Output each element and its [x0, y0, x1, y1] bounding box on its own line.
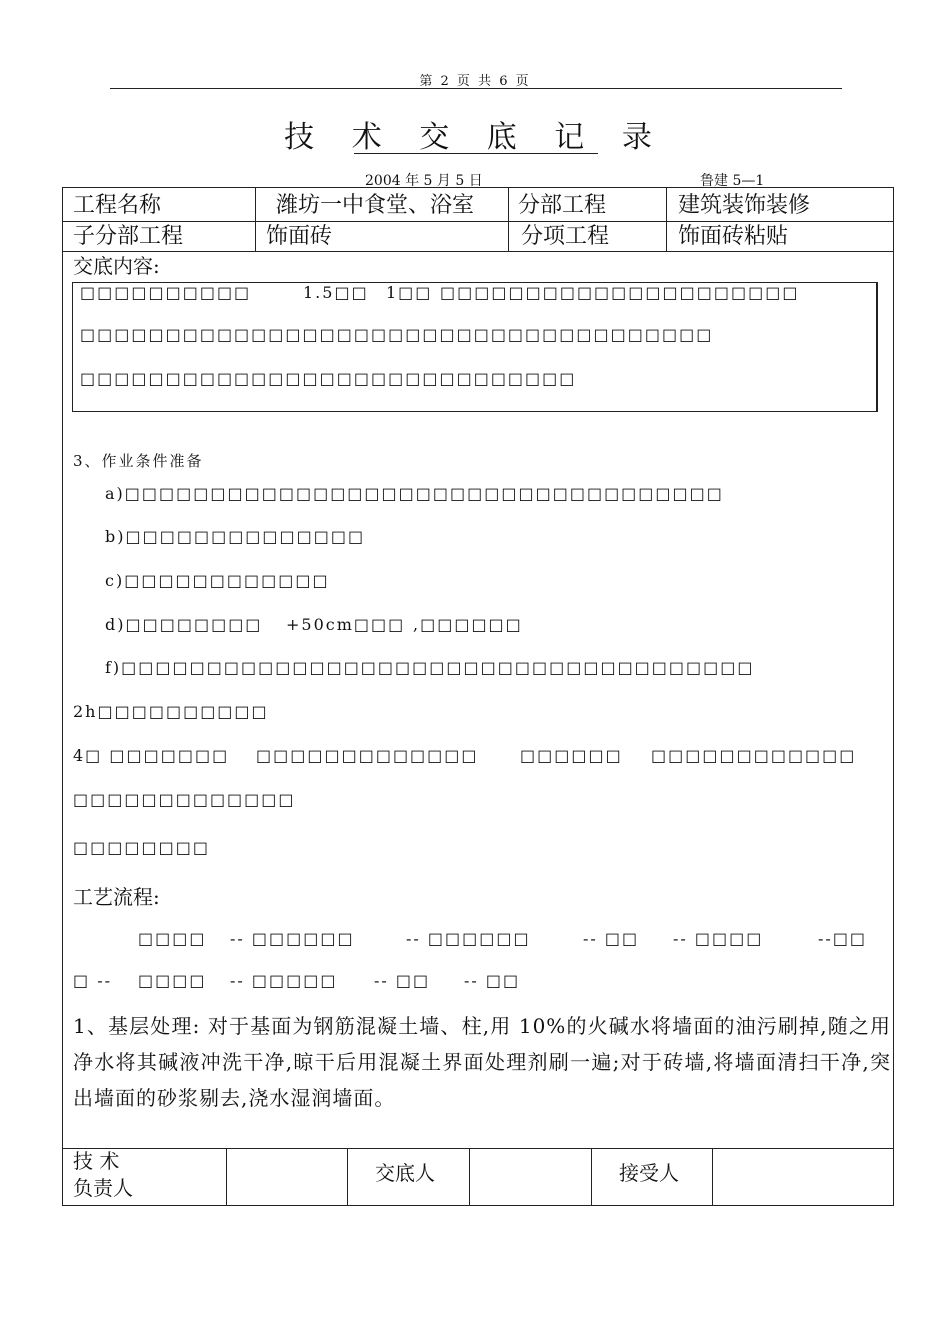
column-divider [712, 1148, 713, 1206]
item-label: 分项工程 [521, 224, 610, 249]
flow-2c: -- □□□□□ [230, 971, 338, 990]
tech-lead-label-line2: 负责人 [73, 1176, 133, 1200]
subdivision-value: 饰面砖 [266, 224, 333, 249]
subdivision-label: 子分部工程 [73, 224, 184, 249]
condition-d-b: +50cm□□□ [286, 615, 406, 634]
box-line-1a: □□□□□□□□□□ [80, 283, 252, 302]
flow-2b: □□□□ [138, 971, 207, 990]
division-label: 分部工程 [518, 193, 607, 218]
condition-c: c)□□□□□□□□□□□□ [105, 571, 330, 590]
flow-1c: -- □□□□□□ [406, 929, 531, 948]
column-divider [666, 187, 667, 251]
record-date: 2004 年 5 月 5 日 [365, 173, 483, 189]
row-divider [62, 251, 894, 252]
condition-a: a)□□□□□□□□□□□□□□□□□□□□□□□□□□□□□□□□□□□ [105, 484, 724, 503]
flow-1f: --□□ [818, 929, 868, 948]
tech-lead-label-line1: 技 术 [73, 1149, 120, 1173]
item-value: 饰面砖粘贴 [678, 224, 789, 249]
column-divider [508, 187, 509, 251]
line-4-end: □□□□□□□□ [73, 838, 210, 857]
flow-2e: -- □□ [464, 971, 521, 990]
condition-d-a: d)□□□□□□□□ [105, 615, 263, 634]
column-divider [469, 1148, 470, 1206]
condition-d-c: ,□□□□□□ [413, 615, 523, 634]
line-2h: 2h□□□□□□□□□□ [73, 702, 269, 721]
page-number-header: 第 2 页 共 6 页 [419, 74, 531, 89]
line-4a: 4□ □□□□□□□ [73, 746, 230, 765]
handover-label: 交底人 [375, 1161, 435, 1185]
project-name-label: 工程名称 [73, 193, 162, 218]
title-underline [354, 153, 598, 154]
division-value: 建筑装饰装修 [678, 193, 811, 218]
flow-1a: □□□□ [138, 929, 207, 948]
line-4d: □□□□□□□□□□□□ [651, 746, 857, 765]
flow-1d: -- □□ [583, 929, 640, 948]
form-code: 鲁建 5—1 [700, 173, 765, 189]
flow-1e: -- □□□□ [673, 929, 764, 948]
box-line-3: □□□□□□□□□□□□□□□□□□□□□□□□□□□□□ [80, 369, 577, 388]
condition-b: b)□□□□□□□□□□□□□□ [105, 527, 366, 546]
content-label: 交底内容: [73, 254, 160, 278]
project-name-value: 潍坊一中食堂、浴室 [276, 193, 475, 218]
process-label: 工艺流程: [73, 885, 160, 909]
line-4b: □□□□□□□□□□□□□ [256, 746, 479, 765]
box-line-2: □□□□□□□□□□□□□□□□□□□□□□□□□□□□□□□□□□□□□ [80, 325, 714, 344]
column-divider [226, 1148, 227, 1206]
flow-2d: -- □□ [374, 971, 431, 990]
column-divider [591, 1148, 592, 1206]
footer-divider [62, 1148, 894, 1149]
line-4-continued: □□□□□□□□□□□□□ [73, 790, 296, 809]
flow-2a: □ -- [73, 971, 113, 990]
condition-f: f)□□□□□□□□□□□□□□□□□□□□□□□□□□□□□□□□□□□□□ [105, 658, 755, 677]
header-rule [110, 88, 842, 89]
column-divider [255, 187, 256, 251]
document-title: 技 术 交 底 记 录 [284, 120, 666, 155]
line-4c: □□□□□□ [520, 746, 623, 765]
box-line-1d: □□□□□□□□□□□□□□□□□□□□□ [440, 283, 800, 302]
column-divider [347, 1148, 348, 1206]
flow-1b: -- □□□□□□ [230, 929, 355, 948]
box-line-1c: 1□□ [386, 283, 433, 302]
box-line-1b: 1.5□□ [303, 283, 369, 302]
section3-heading: 3、作业条件准备 [73, 452, 204, 470]
step1-paragraph: 1、基层处理: 对于基面为钢筋混凝土墙、柱,用 10%的火碱水将墙面的油污刷掉,随之用净水将其碱液冲洗干净,晾干后用混凝土界面处理剂刷一遍;对于砖墙,将墙面清扫干净,突出墙面的砂浆剔去,浇水湿润墙面。 [73, 1014, 891, 1110]
receiver-label: 接受人 [619, 1161, 679, 1185]
